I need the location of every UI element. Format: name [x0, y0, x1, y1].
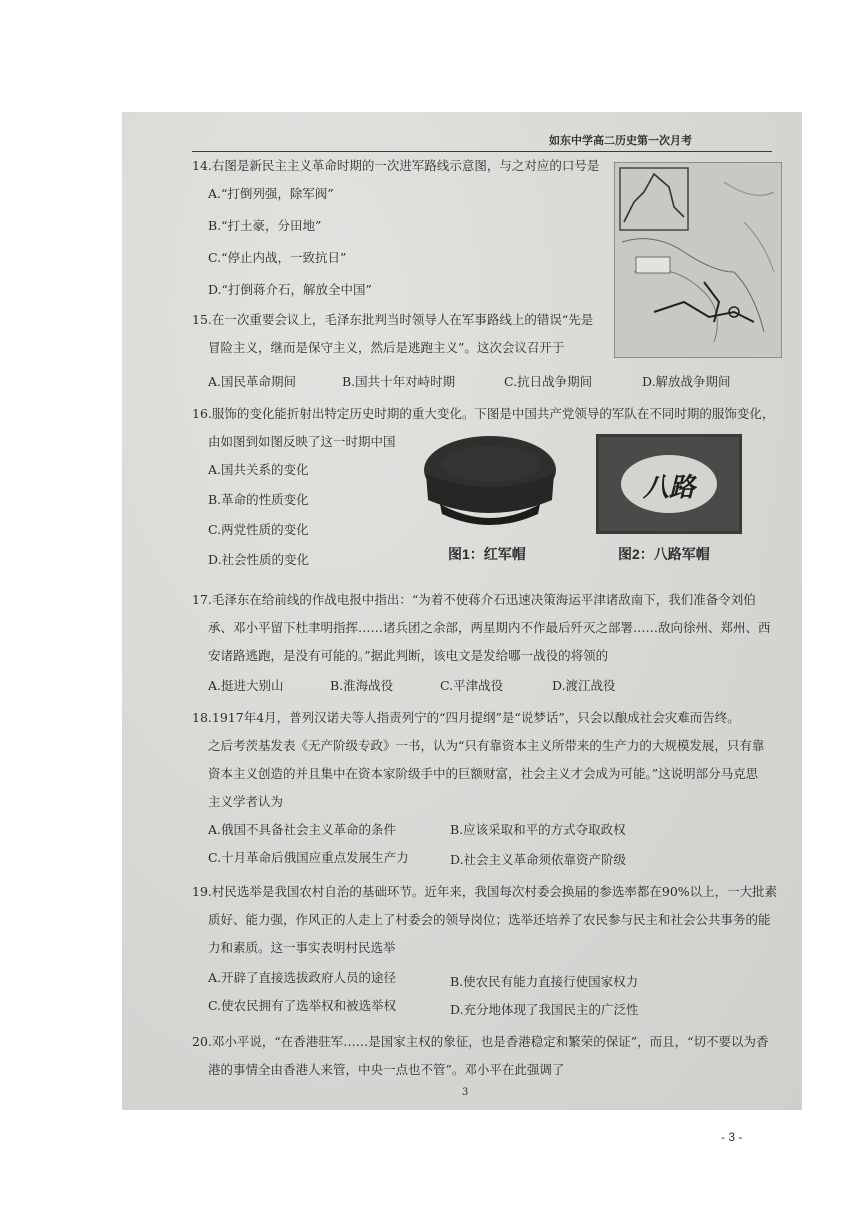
q17-line3: 安诸路逃跑，是没有可能的。”据此判断，该电文是发给哪一战役的将领的 — [208, 648, 609, 663]
q15-line1: 15.在一次重要会议上，毛泽东批判当时领导人在军事路线上的错误“先是 — [192, 312, 594, 327]
q19-option-c: C.使农民拥有了选举权和被选举权 — [208, 998, 397, 1013]
q14-option-a: A.“打倒列强，除军阀” — [208, 186, 334, 201]
q17-option-c: C.平津战役 — [440, 678, 504, 693]
q14-option-d: D.“打倒蒋介石，解放全中国” — [208, 282, 372, 297]
q16-option-a: A.国共关系的变化 — [208, 462, 309, 477]
q18-option-b: B.应该采取和平的方式夺取政权 — [450, 822, 626, 837]
q15-line2: 冒险主义，继而是保守主义，然后是逃跑主义”。这次会议召开于 — [208, 340, 565, 355]
q18-line2: 之后考茨基发表《无产阶级专政》一书，认为“只有靠资本主义所带来的生产力的大规模发展，只有靠 — [208, 738, 765, 753]
q18-option-c: C.十月革命后俄国应重点发展生产力 — [208, 850, 409, 865]
q19-line2: 质好、能力强，作风正的人走上了村委会的领导岗位；选举还培养了农民参与民主和社会公共事务的能 — [208, 912, 771, 927]
q16-option-c: C.两党性质的变化 — [208, 522, 309, 537]
q15-option-d: D.解放战争期间 — [642, 374, 731, 389]
inner-page-number: 3 — [462, 1087, 469, 1098]
q15-option-b: B.国共十年对峙时期 — [342, 374, 456, 389]
q18-line1: 18.1917年4月，普列汉诺夫等人指责列宁的“四月提纲”是“说梦话”，只会以酿成社会灾难而告终。 — [192, 710, 740, 725]
q17-option-d: D.渡江战役 — [552, 678, 616, 693]
q19-option-a: A.开辟了直接选拔政府人员的途径 — [208, 970, 397, 985]
eighth-route-emblem-text: 八路 — [642, 473, 695, 503]
q18-option-a: A.俄国不具备社会主义革命的条件 — [208, 822, 397, 837]
q20-line1: 20.邓小平说，“在香港驻军……是国家主权的象征，也是香港稳定和繁荣的保证”，而且，“切不要以为香 — [192, 1034, 769, 1049]
q17-option-b: B.淮海战役 — [330, 678, 394, 693]
q19-line1: 19.村民选举是我国农村自治的基础环节。近年来，我国每次村委会换届的参选率都在90%以上，一大批素 — [192, 884, 778, 899]
eighth-route-cap-image — [596, 434, 742, 534]
q16-line1: 16.服饰的变化能折射出特定历史时期的重大变化。下图是中国共产党领导的军队在不同时期的服饰变化， — [192, 406, 775, 421]
q18-option-d: D.社会主义革命须依靠资产阶级 — [450, 852, 627, 867]
q19-option-d: D.充分地体现了我国民主的广泛性 — [450, 1002, 639, 1017]
q14-stem: 14.右图是新民主主义革命时期的一次进军路线示意图，与之对应的口号是 — [192, 158, 600, 173]
red-army-cap-image — [420, 430, 560, 534]
figure2-caption: 图2：八路军帽 — [618, 546, 710, 562]
q15-option-c: C.抗日战争期间 — [504, 374, 593, 389]
q14-option-b: B.“打土豪，分田地” — [208, 218, 322, 233]
q16-line2: 由如图到如图反映了这一时期中国 — [208, 434, 396, 449]
exam-header: 如东中学高二历史第一次月考 — [192, 130, 772, 152]
q19-line3: 力和素质。这一事实表明村民选举 — [208, 940, 396, 955]
figure1-caption: 图1：红军帽 — [448, 546, 526, 562]
page-number: - 3 - — [721, 1130, 743, 1144]
q18-line4: 主义学者认为 — [208, 794, 284, 809]
q17-option-a: A.挺进大别山 — [208, 678, 284, 693]
q16-option-d: D.社会性质的变化 — [208, 552, 310, 567]
q19-option-b: B.使农民有能力直接行使国家权力 — [450, 974, 639, 989]
q20-line2: 港的事情全由香港人来管，中央一点也不管”。邓小平在此强调了 — [208, 1062, 565, 1077]
q14-option-c: C.“停止内战，一致抗日” — [208, 250, 347, 265]
march-route-map — [614, 162, 782, 358]
scanned-exam-page — [122, 112, 802, 1110]
q16-option-b: B.革命的性质变化 — [208, 492, 309, 507]
q17-line1: 17.毛泽东在给前线的作战电报中指出：“为着不使蒋介石迅速决策海运平津诸敌南下，我们准备令刘伯 — [192, 592, 756, 607]
q17-line2: 承、邓小平留下杜聿明指挥……诸兵团之余部，两星期内不作最后歼灭之部署……敌向徐州、郑州、西 — [208, 620, 771, 635]
q18-line3: 资本主义创造的并且集中在资本家阶级手中的巨额财富，社会主义才会成为可能。”这说明部分马克思 — [208, 766, 759, 781]
q15-option-a: A.国民革命期间 — [208, 374, 297, 389]
